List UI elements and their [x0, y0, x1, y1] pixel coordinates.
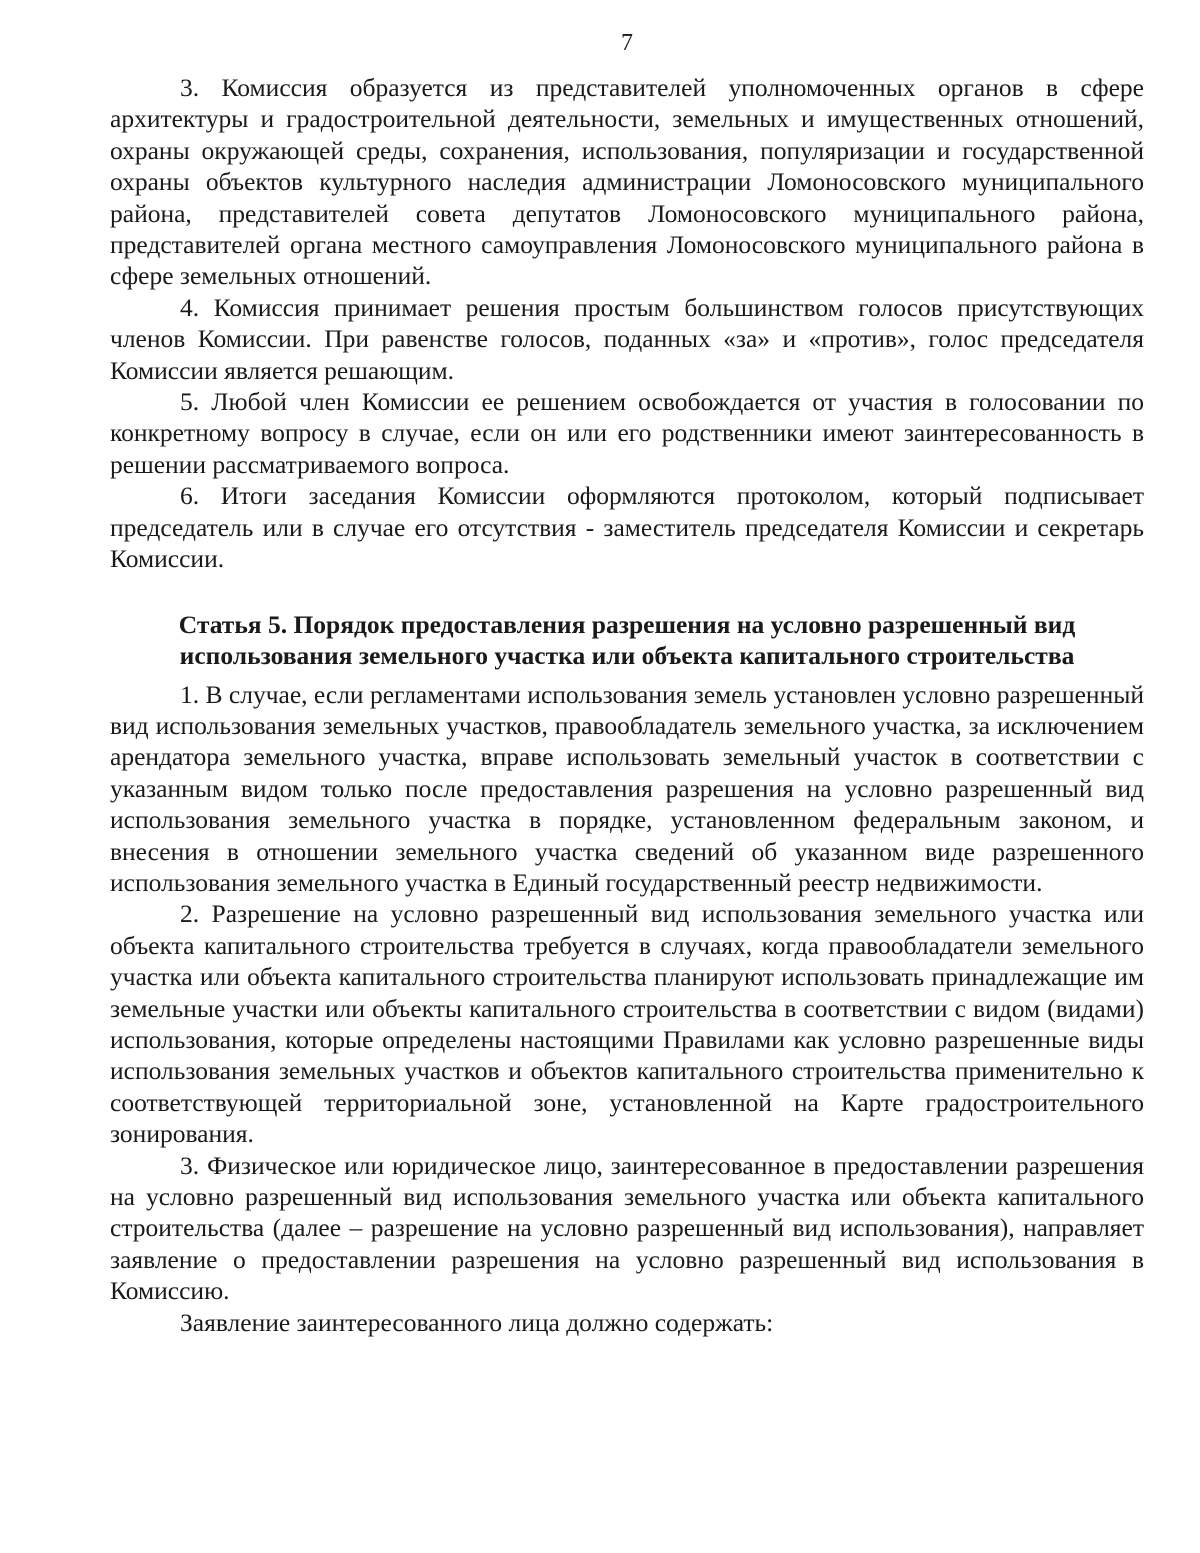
paragraph-conditional-use-right: 1. В случае, если регламентами использования земель установлен условно разрешенный вид использования земельных участков, правообладатель земельного участка, за исключением арендатора земельного участка, вправе использовать земельный участок в соответствии с указанным видом только после предоставления разрешения на условно разрешенный вид использования земельного участка в порядке, установленном федеральным законом, и внесения в отношении земельного участка сведений об указанном виде разрешенного использования земельного участка в Единый государственный реестр недвижимости.: [110, 679, 1144, 897]
paragraph-application-contents: Заявление заинтересованного лица должно содержать:: [180, 1307, 774, 1337]
paragraph-application-submission: 3. Физическое или юридическое лицо, заинтересованное в предоставлении разрешения на условно разрешенный вид использования земельного участка или объекта капитального строительства (далее – разрешение на условно разрешенный вид использования), направляет заявление о предоставлении разрешения на условно разрешенный вид использования в Комиссию.: [110, 1150, 1144, 1306]
article-5-heading: [110, 609, 1144, 671]
article-heading-line-2: использования земельного участка или объекта капитального строительства: [179, 640, 1075, 670]
paragraph-meeting-protocol: 6. Итоги заседания Комиссии оформляются протоколом, который подписывает председатель или в случае его отсутствия - заместитель председателя Комиссии и секретарь Комиссии.: [110, 481, 1144, 574]
paragraph-commission-composition: 3. Комиссия образуется из представителей уполномоченных органов в сфере архитектуры и градостроительной деятельности, земельных и имущественных отношений, охраны окружающей среды, сохранения, использования, популяризации и государственной охраны объектов культурного наследия администрации Ломоносовского муниципального района, представителей совета депутатов Ломоносовского муниципального района, представителей органа местного самоуправления Ломоносовского муниципального района в сфере земельных отношений.: [110, 73, 1144, 291]
paragraph-commission-decisions: 4. Комиссия принимает решения простым большинством голосов присутствующих членов Комиссии. При равенстве голосов, поданных «за» и «против», голос председателя Комиссии является решающим.: [110, 292, 1144, 385]
document-page: [110, 28, 1144, 1338]
page-number: 7: [621, 30, 633, 56]
paragraph-permit-requirement: 2. Разрешение на условно разрешенный вид использования земельного участка или объекта капитального строительства требуется в случаях, когда правообладатели земельного участка или объекта капитального строительства планируют использовать принадлежащие им земельные участки или объекты капитального строительства в соответствии с видом (видами) использования, которые определены настоящими Правилами как условно разрешенные виды использования земельных участков и объектов капитального строительства применительно к соответствующей территориальной зоне, установленной на Карте градостроительного зонирования.: [110, 899, 1144, 1149]
article-heading-line-1: Статья 5. Порядок предоставления разрешения на условно разрешенный вид: [178, 609, 1076, 639]
paragraph-member-recusal: 5. Любой член Комиссии ее решением освобождается от участия в голосовании по конкретному вопросу в случае, если он или его родственники имеют заинтересованность в решении рассматриваемого вопроса.: [110, 387, 1144, 479]
